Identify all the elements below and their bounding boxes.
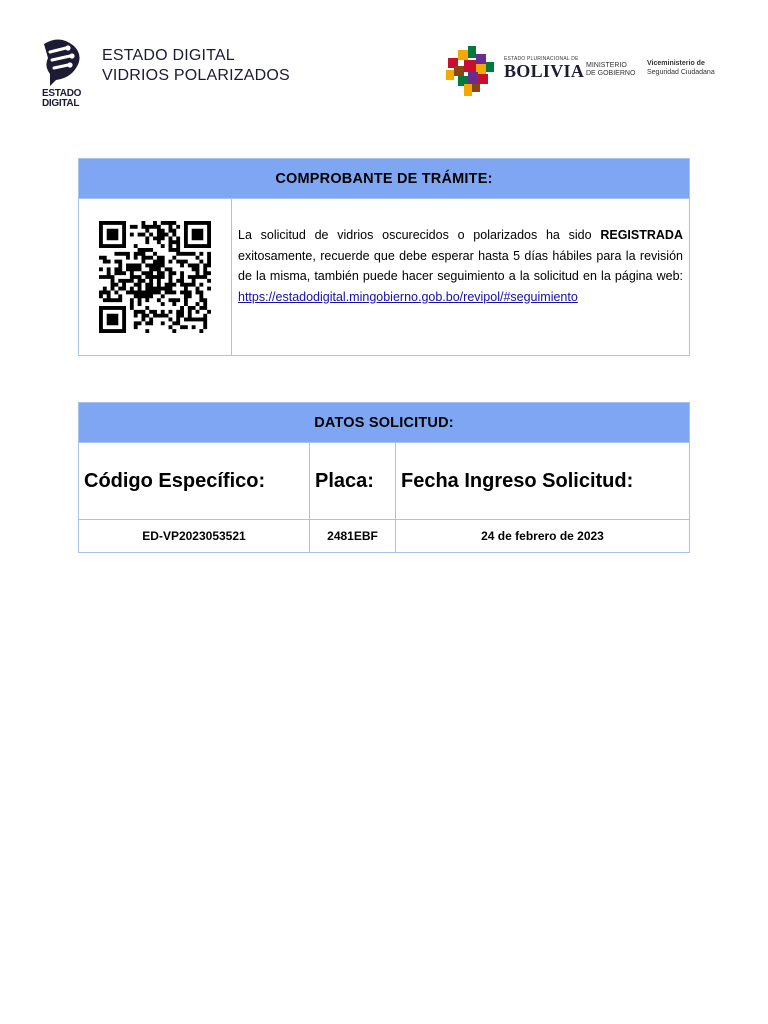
logo-word-estado: ESTADO <box>42 88 82 99</box>
ministry-line-1: MINISTERIO <box>586 62 627 69</box>
column-header-fecha: Fecha Ingreso Solicitud: <box>396 443 690 520</box>
bolivia-country-name: BOLIVIA <box>504 61 585 81</box>
estado-digital-logo-icon <box>40 38 84 88</box>
bolivia-small-text: ESTADO PLURINACIONAL DE <box>504 56 579 62</box>
message-status-registrada: REGISTRADA <box>600 228 683 242</box>
comprobante-message <box>232 199 690 356</box>
qr-cell <box>79 199 232 356</box>
comprobante-table <box>78 158 690 356</box>
bolivia-government-logo <box>442 44 732 100</box>
message-text-after: exitosamente, recuerde que debe esperar hasta 5 días hábiles para la revisión de la misma, también puede hacer seguimiento a la solicitud en la página web: <box>238 248 683 283</box>
ministry-name <box>586 62 642 78</box>
vice-line-2: Seguridad Ciudadana <box>647 69 715 76</box>
page-header <box>0 0 768 120</box>
estado-digital-logo <box>36 38 88 110</box>
value-placa: 2481EBF <box>310 520 396 553</box>
ministry-line-2: DE GOBIERNO <box>586 70 636 77</box>
value-fecha: 24 de febrero de 2023 <box>396 520 690 553</box>
value-codigo: ED-VP2023053521 <box>79 520 310 553</box>
datos-solicitud-table <box>78 402 690 553</box>
comprobante-heading: COMPROBANTE DE TRÁMITE: <box>79 159 690 199</box>
qr-code-icon <box>99 221 211 333</box>
vice-line-1: Viceministerio de <box>647 60 705 67</box>
bolivia-emblem-icon <box>442 44 498 98</box>
logo-word-digital: DIGITAL <box>42 98 80 109</box>
column-header-placa: Placa: <box>310 443 396 520</box>
title-line-2: VIDRIOS POLARIZADOS <box>102 67 290 84</box>
page-title <box>102 46 290 86</box>
seguimiento-link[interactable]: https://estadodigital.mingobierno.gob.bo/revipol/#seguimiento <box>238 289 578 304</box>
viceministry-name <box>647 59 737 77</box>
title-line-1: ESTADO DIGITAL <box>102 47 235 64</box>
message-text-before: La solicitud de vidrios oscurecidos o polarizados ha sido <box>238 228 601 242</box>
column-header-codigo: Código Específico: <box>79 443 310 520</box>
datos-heading: DATOS SOLICITUD: <box>79 403 690 443</box>
